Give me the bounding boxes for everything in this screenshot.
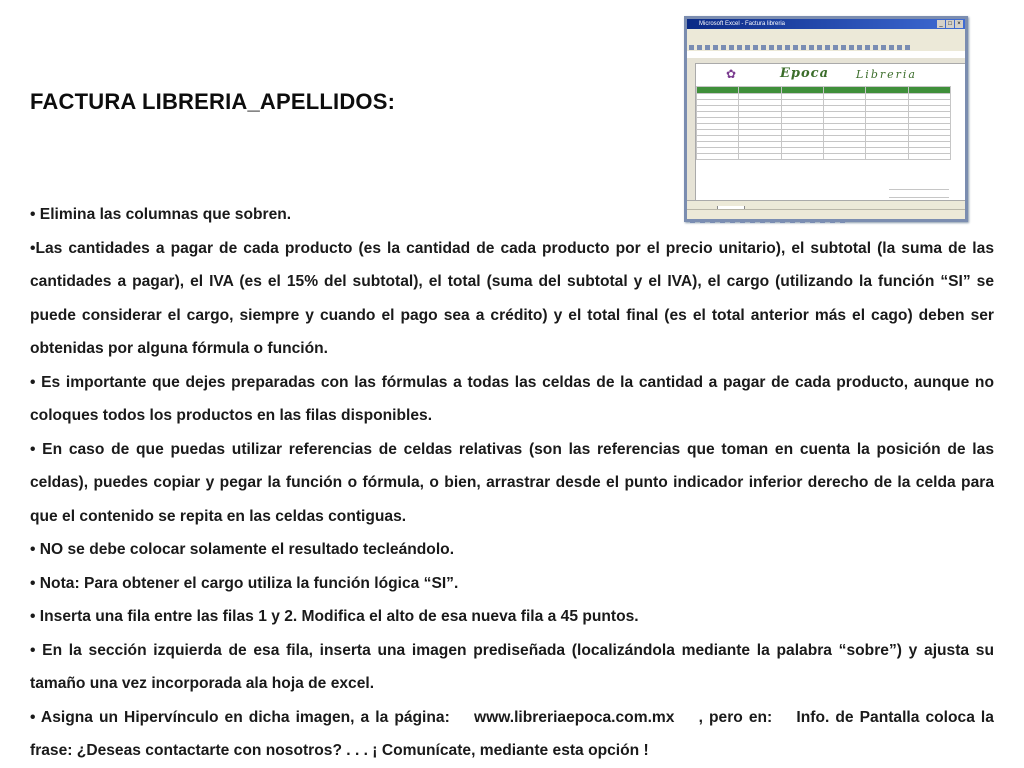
page-title: FACTURA LIBRERIA_APELLIDOS: — [30, 89, 396, 114]
hyperlink-mid: , pero en: — [698, 708, 773, 726]
instruction-item: • En la sección izquierda de esa fila, inserta una imagen prediseñada (localizándola mediante la palabra “sobre”) y ajusta su tamaño una vez incorporada ala hoja de excel. — [30, 641, 994, 692]
instruction-item: •Las cantidades a pagar de cada producto (es la cantidad de cada producto por el precio unitario), el subtotal (la suma de las cantidades a pagar), el IVA (es el 15% del subtotal), el total (suma del subtotal y el IVA), el cargo (utilizando la función “SI” se puede considerar el cargo, siempre y cuando el pago sea a crédito) y el total final (es el total anterior más el cago) deben ser obtenidas por alguna fórmula o función. — [30, 239, 994, 357]
row-headers — [687, 63, 696, 201]
hyperlink-url: www.libreriaepoca.com.mx — [473, 708, 675, 726]
instruction-item: • Elimina las columnas que sobren. — [30, 206, 292, 223]
instructions-list — [30, 198, 994, 768]
excel-window-title: Microsoft Excel - Factura libreria — [687, 19, 965, 29]
brand-epoca: Epoca — [780, 66, 830, 81]
instruction-item: • NO se debe colocar solamente el resultado tecleándolo. — [30, 541, 455, 558]
instruction-item: • En caso de que puedas utilizar referencias de celdas relativas (son las referencias que toman en cuenta la posición de las celdas), puedes copiar y pegar la función o fórmula, o bien, arrastrar desde el punto indicador inferior derecho de la celda para que el contenido se repita en las celdas contiguas. — [30, 440, 994, 525]
excel-menubar — [687, 29, 965, 37]
excel-sheet — [687, 58, 965, 201]
clipart-icon: ✿ — [726, 67, 737, 81]
window-buttons — [937, 20, 963, 28]
instruction-item: • Es importante que dejes preparadas con las fórmulas a todas las celdas de la cantidad a pagar de cada producto, aunque no coloques todos los productos en las filas disponibles. — [30, 373, 994, 424]
excel-screenshot-thumbnail — [684, 16, 968, 222]
screen-info-label: Info. de Pantalla — [796, 708, 920, 726]
maximize-icon: □ — [946, 20, 954, 28]
excel-toolbar — [687, 37, 965, 52]
instruction-item: • Inserta una fila entre las filas 1 y 2. Modifica el alto de esa nueva fila a 45 puntos. — [30, 608, 639, 625]
minimize-icon: _ — [937, 20, 945, 28]
logo-row — [696, 64, 965, 84]
hyperlink-tail: coloca la frase: ¿Deseas contactarte con nosotros? . . . ¡ Comunícate, mediante esta opción ! — [30, 708, 994, 759]
invoice-grid — [696, 86, 951, 160]
instruction-item: • Nota: Para obtener el cargo utiliza la función lógica “SI”. — [30, 574, 459, 592]
hyperlink-lead: • Asigna un Hipervínculo en dicha imagen, a la página: — [30, 708, 450, 726]
instruction-item-hyperlink — [30, 701, 994, 768]
close-icon: × — [955, 20, 963, 28]
brand-libreria: Libreria — [856, 68, 917, 81]
